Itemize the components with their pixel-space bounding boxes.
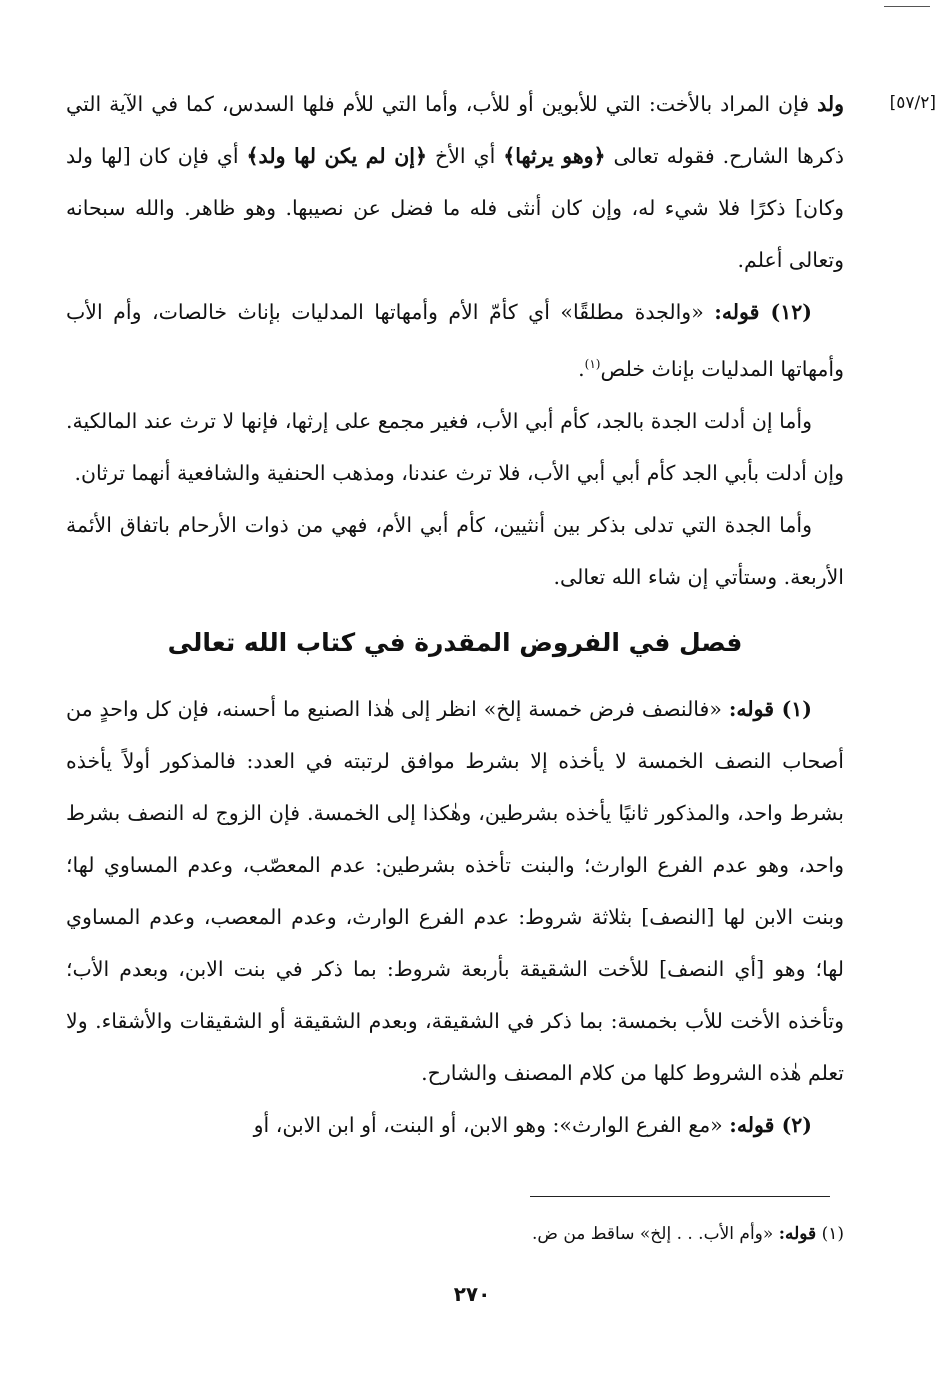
paragraph-text: «مع الفرع الوارث»: وهو الابن، أو البنت، أو ابن الابن، أو [253, 1112, 723, 1137]
paragraph-4: وأما الجدة التي تدلى بذكر بين أنثيين، كأم أبي الأم، فهي من ذوات الأرحام باتفاق الأئمة الأربعة. وستأتي إن شاء الله تعالى. [66, 512, 844, 589]
paragraph-5 [66, 683, 844, 1099]
footnote-number: (١) [821, 1224, 844, 1244]
margin-reference: [٥٧/٢] [889, 93, 936, 113]
top-corner-rule [884, 6, 930, 7]
paragraph-3: وأما إن أدلت الجدة بالجد، كأم أبي الأب، فغير مجمع على إرثها، فإنها لا ترث عند المالكية. وإن أدلت بأبي الجد كأم أبي أبي الأب، فلا ترث عندنا، ومذهب الحنفية والشافعية أنهما ترثان. [66, 408, 844, 485]
footnote-label: قوله: [778, 1224, 817, 1244]
commentary-label: (١٢) قوله: [714, 300, 812, 324]
paragraph-text: «والجدة مطلقًا» أي كأمّ الأم وأمهاتها المدليات بإناث خالصات، وأم الأب وأمهاتها المدليات بإناث خلص [66, 300, 844, 381]
page-body [66, 78, 844, 1151]
paragraph-text: أي فإن كان [لها ولد وكان] ذكرًا فلا شيء له، وإن كان أنثى فله ما فضل عن نصيبها. وهو ظاهر. والله سبحانه وتعالى أعلم. [66, 144, 844, 272]
footnote [144, 1220, 844, 1248]
section-heading: فصل في الفروض المقدرة في كتاب الله تعالى [167, 627, 743, 657]
quran-word: ولد [817, 92, 844, 116]
footnote-marker: (١) [584, 357, 601, 371]
footnote-text: «وأم الأب. . . إلخ» ساقط من ض. [531, 1224, 774, 1244]
quran-quote: ﴿وهو يرثها﴾ [503, 144, 606, 168]
paragraph-2 [66, 286, 844, 395]
quran-quote: ﴿إن لم يكن لها ولد﴾ [246, 144, 427, 168]
page-number: ٢٧٠ [453, 1282, 491, 1306]
commentary-label: (٢) قوله: [729, 1112, 812, 1137]
paragraph-text: «فالنصف فرض خمسة إلخ» انظر إلى هٰذا الصنيع ما أحسنه، فإن كل واحدٍ من أصحاب النصف الخمسة لا يأخذه إلا بشرط موافق لرتبته في العدد: فالمذكور أولاً يأخذه بشرط واحد، والمذكور ثانيًا يأخذه بشرطين، وهٰكذا إلى الخمسة. فإن الزوج له النصف بشرط واحد، وهو عدم الفرع الوارث؛ والبنت تأخذه بشرطين: عدم المعصّب، وعدم المساوي لها؛ وبنت الابن لها [النصف] بثلاثة شروط: عدم الفرع الوارث، وعدم المعصب، وعدم المساوي لها؛ وهو [أي النصف] للأخت الشقيقة بأربعة شروط: بما ذكر في بنت الابن، وبعدم الأب؛ وتأخذه الأخت للأب بخمسة: بما ذكر في الشقيقة، وبعدم الشقيقة أو الشقيقات والأشقاء. ولا تعلم هٰذه الشروط كلها من كلام المصنف والشارح. [66, 696, 845, 1085]
paragraph-text: فإن المراد بالأخت: التي للأبوين أو للأب، وأما التي للأم فلها السدس، كما في الآية التي ذكرها الشارح. فقوله تعالى [66, 92, 844, 168]
paragraph-end: . [578, 356, 585, 381]
paragraph-text: أي الأخ [427, 144, 496, 168]
footnote-divider [530, 1196, 830, 1197]
commentary-label: (١) قوله: [728, 696, 812, 721]
paragraph-6 [66, 1099, 844, 1151]
paragraph-1 [66, 78, 844, 286]
